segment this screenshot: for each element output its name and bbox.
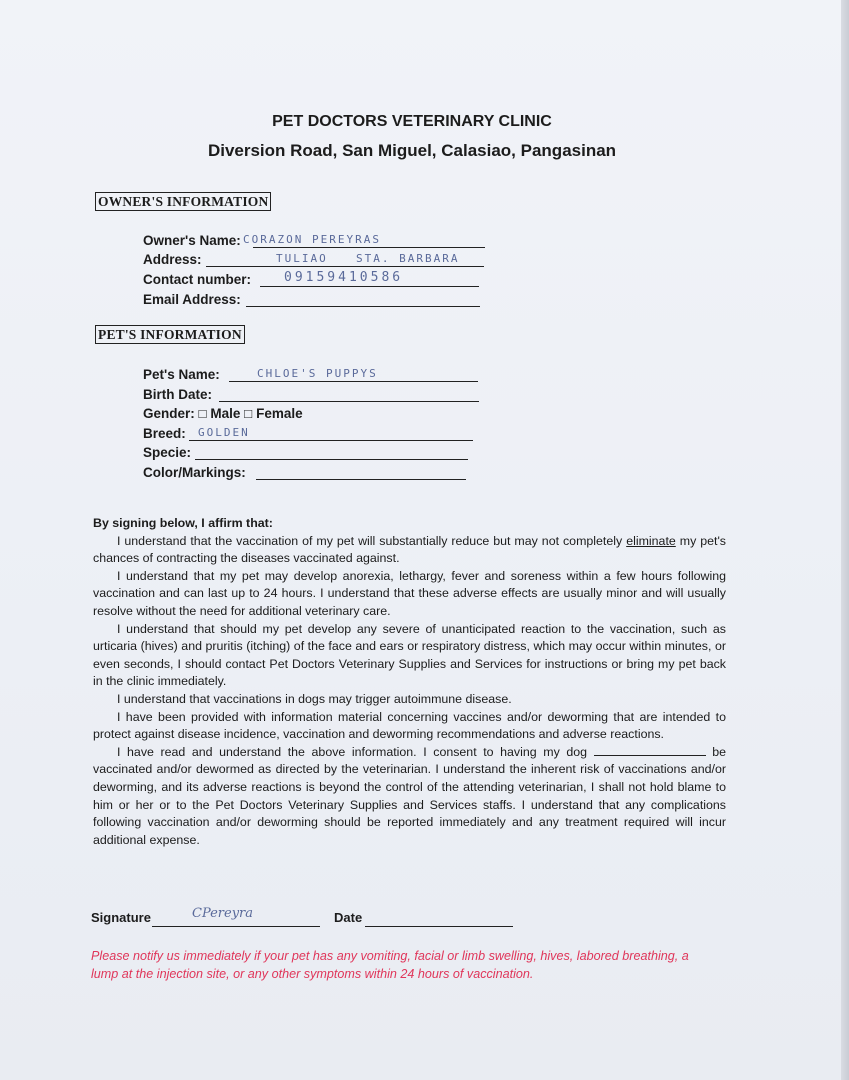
owner-contact-label: Contact number: [143, 272, 251, 287]
affirmation-p6-text-end: be vaccinated and/or dewormed as directed by the veterinarian. I understand the inherent risk of vaccinations and/or deworming, and its adverse reactions is beyond the control of the attending veterinarian, I shall not hold blame to him or her or to the Pet Doctors Veterinary Supplies and Services staffs. I understand that any complications following vaccination and/or deworming should be reported immediately and any treatment required will incur additional expense. [93, 744, 726, 847]
pet-birth-line[interactable] [219, 387, 479, 402]
clinic-address: Diversion Road, San Miguel, Calasiao, Pangasinan [207, 141, 617, 160]
affirmation-paragraph-1 [93, 533, 726, 568]
dog-name-blank[interactable] [594, 745, 706, 756]
affirmation-paragraph-5: I have been provided with information material concerning vaccines and/or deworming that are intended to protect against disease incidence, vaccination and deworming recommendations and adverse reactions. [93, 709, 726, 742]
pet-section-heading: PET'S INFORMATION [95, 325, 245, 344]
pet-specie-line[interactable] [195, 445, 468, 460]
affirmation-heading: By signing below, I affirm that: [93, 516, 273, 530]
pet-birth-label: Birth Date: [143, 387, 213, 402]
affirmation-p6-text: I have read and understand the above information. I consent to having my dog [117, 744, 594, 759]
pet-gender-label[interactable]: Gender: □ Male □ Female [143, 406, 303, 421]
owner-address-value-1: TULIAO [276, 252, 328, 265]
date-label: Date [334, 910, 363, 925]
pet-name-label: Pet's Name: [143, 367, 220, 382]
affirmation-block [93, 515, 726, 849]
owner-address-label: Address: [143, 252, 202, 267]
affirmation-paragraph-4: I understand that vaccinations in dogs may trigger autoimmune disease. [117, 691, 512, 706]
owner-name-value: CORAZON PEREYRAS [243, 233, 381, 246]
affirmation-p1-underlined: eliminate [626, 533, 676, 548]
pet-breed-label: Breed: [143, 426, 186, 441]
pet-breed-value: GOLDEN [198, 426, 250, 439]
owner-contact-value: 09159410586 [284, 270, 404, 285]
date-line[interactable] [365, 912, 513, 927]
owner-email-label: Email Address: [143, 292, 241, 307]
affirmation-paragraph-3: I understand that should my pet develop any severe of unanticipated reaction to the vaccination, such as urticaria (hives) and pruritis (itching) of the face and ears or respiratory distress, which may occur within minutes, or even seconds, I should contact Pet Doctors Veterinary Supplies and Services for instructions or bring my pet back in the clinic immediately. [93, 621, 726, 689]
paper-edge [841, 0, 849, 1080]
pet-color-line[interactable] [256, 465, 466, 480]
affirmation-p1-text-end: my pet's chances of contracting the diseases vaccinated against. [93, 533, 727, 566]
pet-specie-label: Specie: [143, 445, 192, 460]
pet-color-label: Color/Markings: [143, 465, 246, 480]
clinic-name: PET DOCTORS VETERINARY CLINIC [272, 113, 552, 130]
signature-value: CPereyra [192, 906, 254, 921]
affirmation-p1-text: I understand that the vaccination of my pet will substantially reduce but may not completely [117, 533, 627, 548]
affirmation-paragraph-6 [93, 744, 726, 850]
owner-section-heading: OWNER'S INFORMATION [95, 192, 271, 211]
owner-name-label: Owner's Name: [143, 233, 241, 248]
notice-text: Please notify us immediately if your pet has any vomiting, facial or limb swelling, hives, labored breathing, a lump at the injection site, or any other symptoms within 24 hours of vaccination. [91, 949, 689, 981]
owner-email-line[interactable] [246, 292, 480, 307]
affirmation-paragraph-2: I understand that my pet may develop anorexia, lethargy, fever and soreness within a few hours following vaccination and can last up to 24 hours. I understand that these adverse effects are usually minor and will usually resolve without the need for additional veterinary care. [93, 568, 726, 618]
signature-label: Signature [91, 910, 151, 925]
pet-name-value: CHLOE'S PUPPYS [257, 367, 378, 380]
owner-address-value-2: STA. BARBARA [356, 252, 460, 265]
